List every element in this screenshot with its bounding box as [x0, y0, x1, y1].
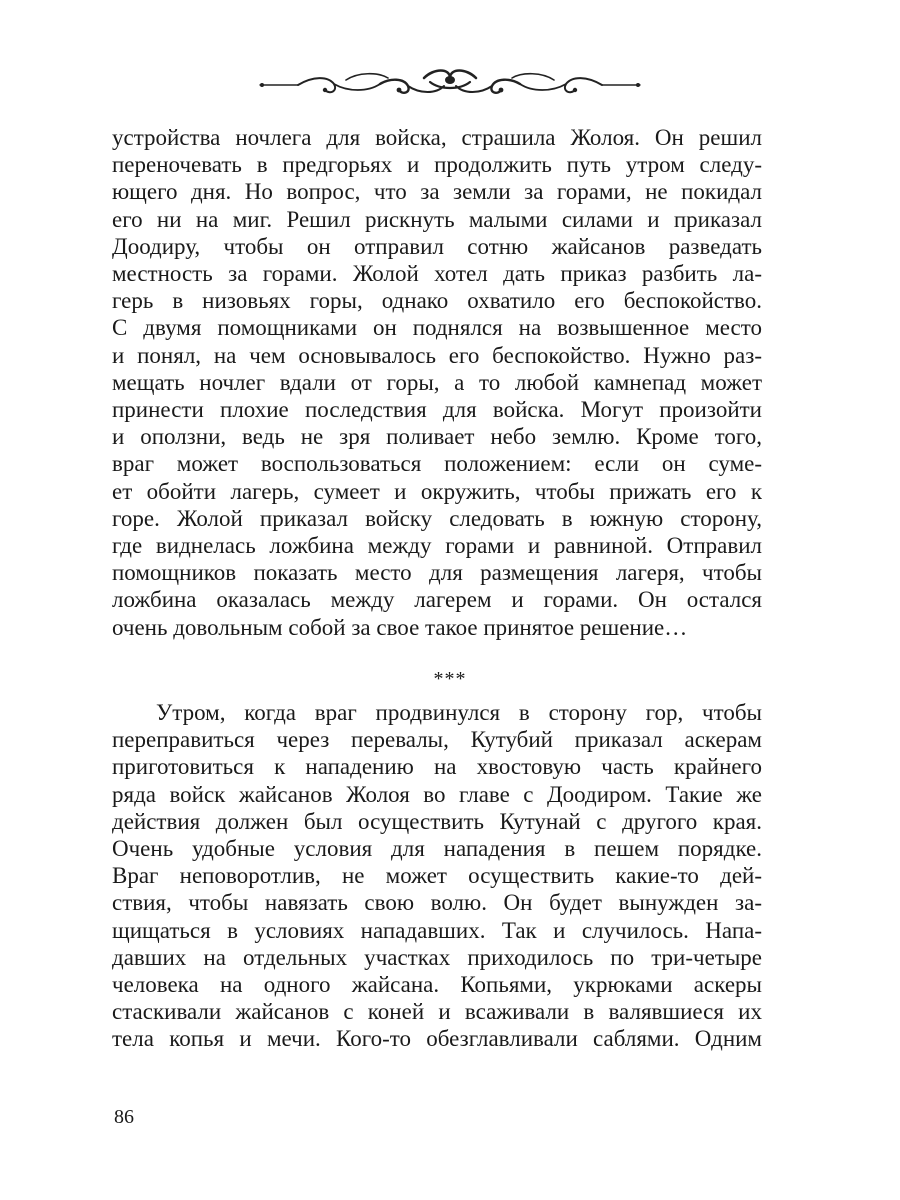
text-line: устройства ночлега для войска, страшила Жолоя. Он решил	[112, 125, 762, 150]
text-line: горе. Жолой приказал войску следовать в южную сторону,	[112, 505, 762, 531]
text-line: щищаться в условиях нападавших. Так и случилось. Напа-	[112, 917, 762, 943]
text-line: враг может воспользоваться положением: если он суме-	[112, 451, 762, 477]
text-line: тела копья и мечи. Кого-то обезглавливали саблями. Одним	[112, 1026, 762, 1052]
text-line: ствия, чтобы навязать свою волю. Он будет вынужден за-	[112, 890, 762, 916]
text-line: ющего дня. Но вопрос, что за земли за горами, не покидал	[112, 179, 762, 205]
text-line: человека на одного жайсана. Копьями, укрюками аскеры	[112, 972, 762, 998]
text-line: Утром, когда враг продвинулся в сторону гор, чтобы	[156, 700, 762, 725]
text-line: приготовиться к нападению на хвостовую часть крайнего	[112, 754, 762, 780]
text-line: ряда войск жайсанов Жолоя во главе с Доодиром. Такие же	[112, 781, 762, 807]
body-text-block-1	[112, 124, 762, 641]
page-number: 86	[114, 1106, 134, 1128]
text-line: Доодиру, чтобы он отправил сотню жайсанов разведать	[112, 233, 762, 259]
text-line: давших на отдельных участках приходилось по три-четыре	[112, 944, 762, 970]
text-line: переправиться через перевалы, Кутубий приказал аскерам	[112, 727, 762, 753]
text-line: местность за горами. Жолой хотел дать приказ разбить ла-	[112, 261, 762, 287]
section-separator: ***	[433, 668, 467, 690]
text-line: действия должен был осуществить Кутунай с другого края.	[112, 808, 762, 834]
text-line: стаскивали жайсанов с коней и всаживали в валявшиеся их	[112, 999, 762, 1025]
text-line: С двумя помощниками он поднялся на возвышенное место	[112, 315, 762, 341]
decorative-scroll-ornament-icon	[258, 64, 642, 104]
text-line: его ни на миг. Решил рискнуть малыми силами и приказал	[112, 206, 762, 232]
text-line: где виднелась ложбина между горами и равниной. Отправил	[112, 533, 762, 559]
text-line: и понял, на чем основывалось его беспокойство. Нужно раз-	[112, 342, 762, 368]
text-line: Враг неповоротлив, не может осуществить какие-то дей-	[112, 863, 762, 889]
text-line: ет обойти лагерь, сумеет и окружить, чтобы прижать его к	[112, 478, 762, 504]
text-line: и оползни, ведь не зря поливает небо землю. Кроме того,	[112, 424, 762, 450]
text-line: переночевать в предгорьях и продолжить путь утром следу-	[112, 152, 762, 178]
text-line: мещать ночлег вдали от горы, а то любой камнепад может	[112, 369, 762, 395]
text-line: герь в низовьях горы, однако охватило его беспокойство.	[112, 288, 762, 314]
text-line: помощников показать место для размещения лагеря, чтобы	[112, 560, 762, 586]
body-text-block-2	[112, 699, 762, 1053]
text-line: Очень удобные условия для нападения в пешем порядке.	[112, 836, 762, 862]
text-line: ложбина оказалась между лагерем и горами. Он остался	[112, 587, 762, 613]
text-line: очень довольным собой за свое такое принятое решение…	[112, 614, 688, 640]
text-line: принести плохие последствия для войска. Могут произойти	[112, 397, 762, 423]
